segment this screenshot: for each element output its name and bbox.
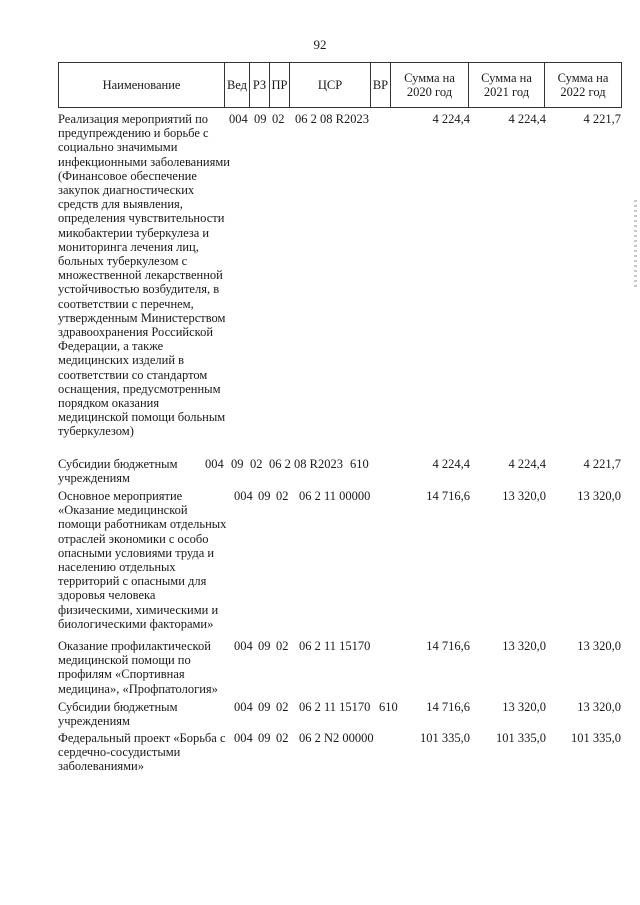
row-rz: 09 [254, 112, 267, 126]
row-sum-2021: 4 224,4 [508, 457, 546, 471]
page-number: 92 [313, 37, 327, 52]
row-name: Реализация мероприятий по предупреждению и борьбе с социально значимыми инфекционными заболеваниями (Финансовое обеспечение закупок диагностических средств для выявления, определения чувствительности микобактерии туберкулеза и мониторинга лечения лиц, больных туберкулезом с множественной лекарственной устойчивостью возбудителя, в соответствии с перечнем, утвержденным Министерством здравоохранения Российской Федерации, а также медицинских изделий в соответствии со стандартом оснащения, предусмотренным порядком оказания медицинской помощи больным туберкулезом) [58, 112, 230, 439]
row-sum-2020: 101 335,0 [420, 731, 470, 745]
row-sum-2020: 4 224,4 [432, 112, 470, 126]
header-pr: ПР [269, 63, 289, 107]
header-sum-2022: Сумма на 2022 год [544, 63, 622, 107]
row-ved: 004 [234, 489, 253, 503]
row-rz: 09 [258, 731, 271, 745]
header-rz: РЗ [249, 63, 269, 107]
row-sum-2022: 101 335,0 [571, 731, 621, 745]
row-ved: 004 [229, 112, 248, 126]
header-sum-2020: Сумма на 2020 год [390, 63, 468, 107]
row-csr: 06 2 08 R2023 [269, 457, 343, 471]
row-sum-2022: 4 221,7 [583, 457, 621, 471]
row-pr: 02 [276, 731, 289, 745]
row-name: Субсидии бюджетным учреждениям [58, 457, 178, 486]
table-header [58, 62, 622, 108]
row-ved: 004 [234, 639, 253, 653]
row-rz: 09 [258, 489, 271, 503]
row-ved: 004 [205, 457, 224, 471]
row-name: Субсидии бюджетным учреждениям [58, 700, 178, 729]
row-sum-2020: 14 716,6 [426, 639, 470, 653]
row-csr: 06 2 11 00000 [299, 489, 371, 503]
row-sum-2022: 13 320,0 [577, 489, 621, 503]
row-pr: 02 [276, 700, 289, 714]
row-name: Оказание профилактической медицинской помощи по профилям «Спортивная медицина», «Профпатология» [58, 639, 218, 696]
row-ved: 004 [234, 731, 253, 745]
row-sum-2021: 4 224,4 [508, 112, 546, 126]
row-ved: 004 [234, 700, 253, 714]
row-sum-2022: 4 221,7 [583, 112, 621, 126]
row-vr: 610 [379, 700, 398, 714]
row-csr: 06 2 08 R2023 [295, 112, 369, 126]
row-sum-2021: 13 320,0 [502, 700, 546, 714]
header-name: Наименование [58, 63, 224, 107]
row-csr: 06 2 N2 00000 [299, 731, 374, 745]
row-pr: 02 [276, 639, 289, 653]
row-sum-2022: 13 320,0 [577, 700, 621, 714]
row-rz: 09 [258, 639, 271, 653]
row-sum-2022: 13 320,0 [577, 639, 621, 653]
row-sum-2020: 4 224,4 [432, 457, 470, 471]
row-pr: 02 [276, 489, 289, 503]
header-sum-2021: Сумма на 2021 год [468, 63, 544, 107]
scan-edge-mark [634, 200, 637, 290]
row-sum-2021: 101 335,0 [496, 731, 546, 745]
row-vr: 610 [350, 457, 369, 471]
row-sum-2021: 13 320,0 [502, 489, 546, 503]
header-csr: ЦСР [289, 63, 370, 107]
row-name: Федеральный проект «Борьба с сердечно-сосудистыми заболеваниями» [58, 731, 226, 774]
row-name: Основное мероприятие «Оказание медицинской помощи работникам отдельных отраслей экономики с особо опасными условиями труда и населению отдельных территорий с опасными для здоровья человека физическими, химическими и биологическими факторами» [58, 489, 227, 631]
row-pr: 02 [250, 457, 263, 471]
row-csr: 06 2 11 15170 [299, 639, 371, 653]
row-sum-2020: 14 716,6 [426, 700, 470, 714]
row-sum-2021: 13 320,0 [502, 639, 546, 653]
header-vr: ВР [370, 63, 390, 107]
row-pr: 02 [272, 112, 285, 126]
header-ved: Вед [224, 63, 249, 107]
row-csr: 06 2 11 15170 [299, 700, 371, 714]
row-rz: 09 [258, 700, 271, 714]
row-rz: 09 [231, 457, 244, 471]
row-sum-2020: 14 716,6 [426, 489, 470, 503]
